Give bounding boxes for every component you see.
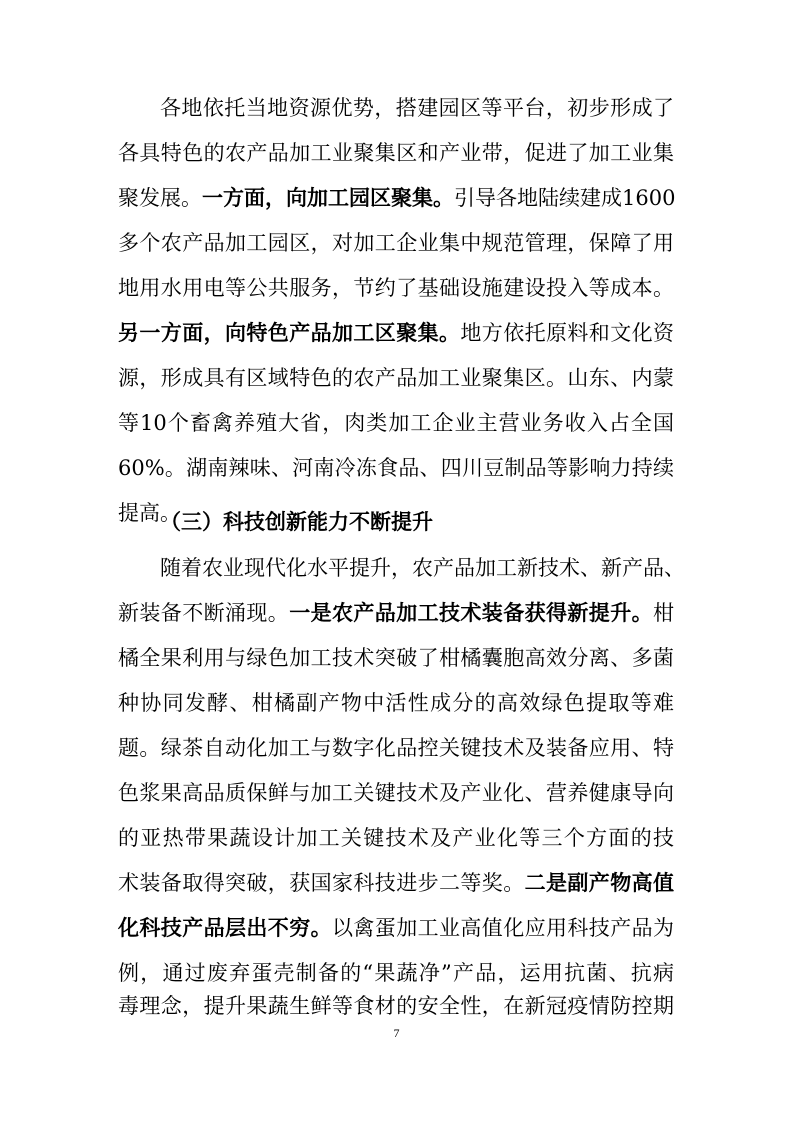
paragraph-1-line-7: 源，形成具有区域特色的农产品加工业聚集区。山东、内蒙 — [118, 366, 674, 390]
paragraph-2-line-3: 橘全果利用与绿色加工技术突破了柑橘囊胞高效分离、多菌 — [118, 646, 674, 670]
paragraph-2-line-7: 的亚热带果蔬设计加工关键技术及产业化等三个方面的技 — [118, 826, 674, 850]
bold-phrase-second-point: 二是副产物高值 — [524, 871, 675, 895]
paragraph-2-line-2: 新装备不断涌现。一是农产品加工技术装备获得新提升。柑 — [118, 601, 675, 625]
paragraph-1-line-6: 另一方面，向特色产品加工区聚集。地方依托原料和文化资 — [118, 321, 675, 345]
paragraph-2-line-9: 化科技产品层出不穷。以禽蛋加工业高值化应用科技产品为 — [118, 916, 674, 940]
page-number: 7 — [393, 1026, 400, 1040]
paragraph-1-line-5: 地用水用电等公共服务，节约了基础设施建设投入等成本。 — [118, 276, 674, 300]
bold-phrase-first-point: 一是农产品加工技术装备获得新提升。 — [289, 601, 654, 625]
paragraph-1-line-4: 多个农产品加工园区，对加工企业集中规范管理，保障了用 — [118, 231, 674, 255]
paragraph-2-line-6: 色浆果高品质保鲜与加工关键技术及产业化、营养健康导向 — [118, 781, 674, 805]
paragraph-2-line-11: 毒理念，提升果蔬生鲜等食材的安全性，在新冠疫情防控期 — [118, 994, 674, 1018]
bold-phrase-other-side: 另一方面，向特色产品加工区聚集。 — [118, 321, 461, 345]
paragraph-1-line-3: 聚发展。一方面，向加工园区聚集。引导各地陆续建成1600 — [118, 186, 676, 210]
paragraph-2-line-1: 随着农业现代化水平提升，农产品加工新技术、新产品、 — [160, 556, 685, 580]
bold-phrase-one-side: 一方面，向加工园区聚集。 — [202, 186, 454, 210]
paragraph-1-line-2: 各具特色的农产品加工业聚集区和产业带，促进了加工业集 — [118, 141, 674, 165]
paragraph-1-line-8: 等10个畜禽养殖大省，肉类加工企业主营业务收入占全国 — [118, 411, 674, 435]
paragraph-1-line-9: 60%。湖南辣味、河南冷冻食品、四川豆制品等影响力持续 — [118, 456, 674, 480]
section-heading: （三）科技创新能力不断提升 — [160, 509, 433, 534]
paragraph-1-line-10: 提高。 — [118, 501, 181, 525]
bold-phrase-second-point-cont: 化科技产品层出不穷。 — [118, 916, 332, 940]
paragraph-2-line-5: 题。绿茶自动化加工与数字化品控关键技术及装备应用、特 — [118, 736, 674, 760]
paragraph-2-line-8: 术装备取得突破，获国家科技进步二等奖。二是副产物高值 — [118, 871, 675, 895]
paragraph-1-line-1: 各地依托当地资源优势，搭建园区等平台，初步形成了 — [160, 96, 674, 120]
paragraph-2-line-10: 例，通过废弃蛋壳制备的“果蔬净”产品，运用抗菌、抗病 — [118, 961, 674, 985]
paragraph-2-line-4: 种协同发酵、柑橘副产物中活性成分的高效绿色提取等难 — [118, 691, 674, 715]
